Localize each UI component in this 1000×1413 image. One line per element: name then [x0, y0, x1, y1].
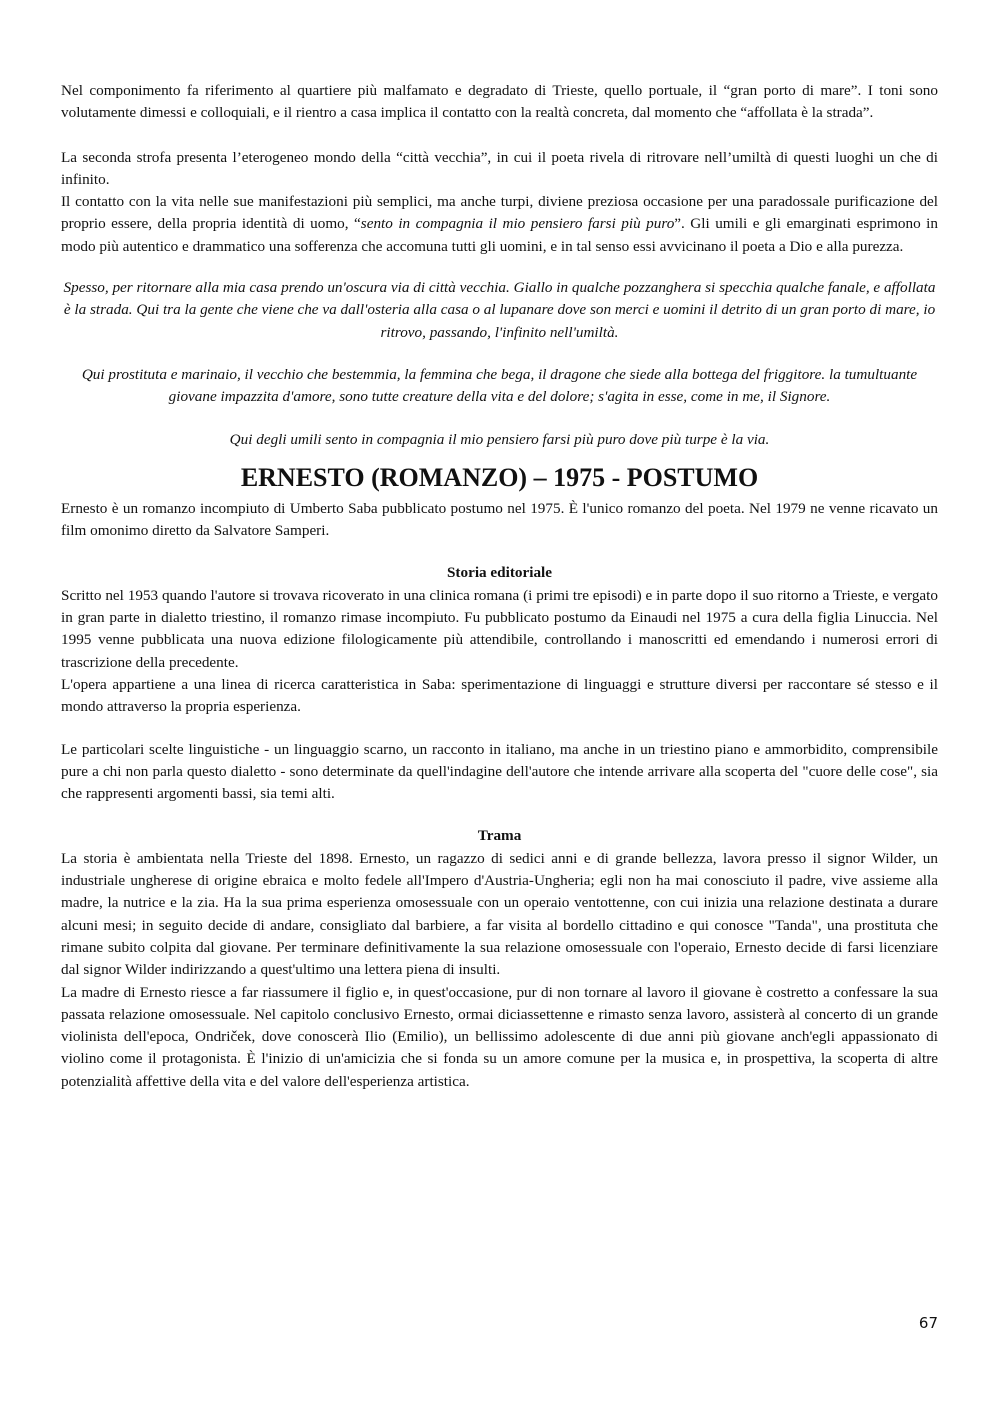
intro-paragraph-3	[61, 191, 938, 258]
intro-paragraph-1: Nel componimento fa riferimento al quartiere più malfamato e degradato di Trieste, quello portuale, il “gran porto di mare”. I toni sono volutamente dimessi e colloquiali, e il rientro a casa implica il contatto con la realtà concreta, dal momento che “affollata è la strada”.	[61, 82, 938, 122]
trama-paragraph-1: La storia è ambientata nella Trieste del 1898. Ernesto, un ragazzo di sedici anni e di grande bellezza, lavora presso il signor Wilder, un industriale ungherese di origine ebraica e molto fedele all'Impero d'Austria-Ungheria; egli non ha mai conosciuto il padre, vive assieme alla madre, la nutrice e la zia. Ha la sua prima esperienza omosessuale con un operaio ventottenne, con cui inizia una relazione destinata a durare alcuni mesi; in seguito decide di andare, consigliato dal barbiere, a far visita al bordello cittadino e qui conosce "Tanda", una prostituta che rimane subito colpita dal giovane. Per terminare definitivamente la sua relazione omosessuale con l'operaio, Ernesto decide di farsi licenziare dal signor Wilder indirizzando a quest'ultimo una lettera piena di insulti.	[61, 849, 938, 979]
storia-paragraph-2: L'opera appartiene a una linea di ricerca caratteristica in Saba: sperimentazione di linguaggi e strutture diversi per raccontare sé stesso e il mondo attraverso la propria esperienza.	[61, 675, 938, 716]
intro-paragraph-3-end: ”. Gli umili e gli emarginati esprimono in modo più autentico e drammatico una sofferenza che accomuna tutti gli uomini, e in tal senso essi avvicinano il poeta a Dio e alla purezza.	[61, 215, 938, 255]
section-intro: Ernesto è un romanzo incompiuto di Umberto Saba pubblicato postumo nel 1975. È l'unico romanzo del poeta. Nel 1979 ne venne ricavato un film omonimo diretto da Salvatore Samperi.	[61, 499, 938, 540]
intro-paragraph-2: La seconda strofa presenta l’eterogeneo mondo della “città vecchia”, in cui il poeta rivela di ritrovare nell’umiltà di questi luoghi un che di infinito.	[61, 148, 938, 188]
poem-stanza-3: Qui degli umili sento in compagnia il mio pensiero farsi più puro dove più turpe è la via.	[229, 430, 770, 448]
page-number: 67	[918, 1314, 938, 1332]
storia-paragraph-1: Scritto nel 1953 quando l'autore si trovava ricoverato in una clinica romana (i primi tre episodi) e in parte dopo il suo ritorno a Trieste, e vergato in gran parte in dialetto triestino, il romanzo rimase incompiuto. Fu pubblicato postumo da Einaudi nel 1975 a cura della figlia Linuccia. Nel 1995 venne pubblicata una nuova edizione filologicamente più attendibile, controllando i manoscritti ed emendando i numerosi errori di trascrizione della precedente.	[61, 586, 938, 671]
trama-paragraph-2: La madre di Ernesto riesce a far riassumere il figlio e, in quest'occasione, pur di non tornare al lavoro il giovane è costretto a confessare la sua passata relazione omosessuale. Nel capitolo conclusivo Ernesto, ormai diciassettenne e rimasto senza lavoro, assisterà al concerto di un grande violinista dell'epoca, Ondriček, dove conoscerà Ilio (Emilio), un bellissimo adolescente di due anni più giovane anch'egli appassionato di violino come il protagonista. È l'inizio di un'amicizia che si fonda su un amore comune per la musica e, in prospettiva, la scoperta di altre potenzialità affettive della vita e del valore dell'esperienza artistica.	[61, 983, 938, 1090]
intro-paragraph-3-start: Il contatto con la vita nelle sue manifestazioni più semplici, ma anche turpi, diviene preziosa occasione per una paradossale purificazione del proprio essere, della propria identità di uomo, “	[61, 193, 938, 233]
storia-editoriale-heading: Storia editoriale	[446, 564, 553, 582]
trama-heading: Trama	[477, 827, 522, 845]
section-title: ERNESTO (ROMANZO) – 1975 - POSTUMO	[240, 462, 759, 492]
poem-stanza-1: Spesso, per ritornare alla mia casa prendo un'oscura via di città vecchia. Giallo in qualche pozzanghera si specchia qualche fanale, e affollata è la strada. Qui tra la gente che viene che va dall'osteria alla casa o al lupanare dove son merci e uomini il detrito di un gran porto di mare, io ritrovo, passando, l'infinito nell'umiltà.	[63, 279, 936, 341]
storia-paragraph-3: Le particolari scelte linguistiche - un linguaggio scarno, un racconto in italiano, ma anche in un triestino piano e ammorbidito, comprensibile pure a chi non parla questo dialetto - sono determinate da quell'indagine dell'autore che intende arrivare alla scoperta del "cuore delle cose", sia che rappresenti argomenti bassi, sia temi alti.	[61, 740, 938, 803]
intro-paragraph-3-quote: sento in compagnia il mio pensiero farsi più puro	[360, 215, 675, 233]
page-body	[61, 80, 938, 1093]
poem-stanza-2: Qui prostituta e marinaio, il vecchio che bestemmia, la femmina che bega, il dragone che siede alla bottega del friggitore. la tumultuante giovane impazzita d'amore, sono tutte creature della vita e del dolore; s'agita in esse, come in me, il Signore.	[81, 365, 918, 406]
